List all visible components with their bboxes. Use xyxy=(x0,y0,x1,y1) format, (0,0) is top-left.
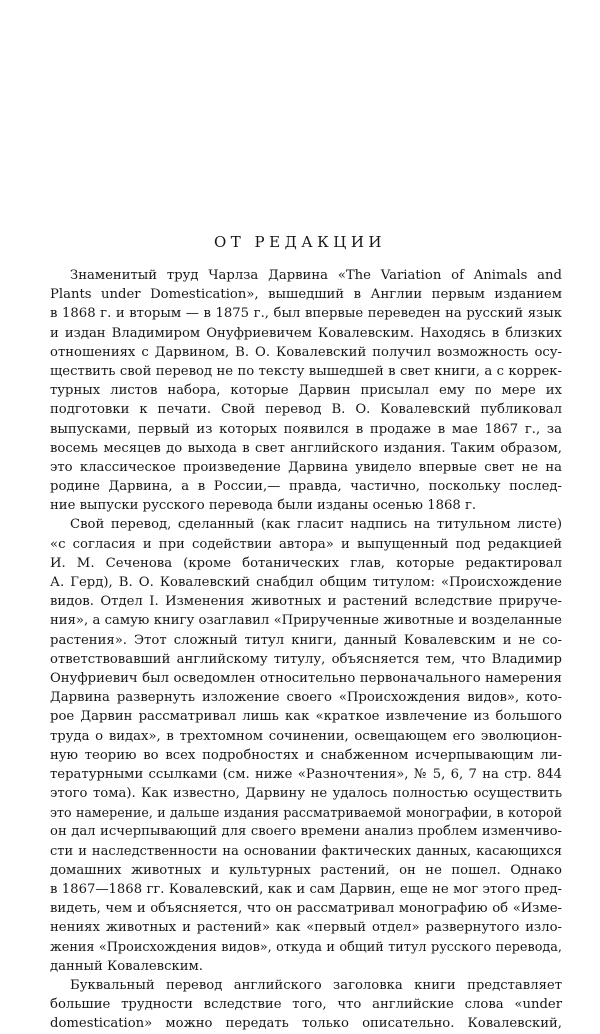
text-line: данный Ковалевским. xyxy=(50,958,203,974)
text-line: ную теорию во всех подробностях и снабженном исчерпывающим ли- xyxy=(50,747,562,763)
text-line: видеть, чем и объясняется, что он рассматривал монографию об «Изме- xyxy=(50,901,562,917)
text-line: Plants under Domestication», вышедший в Англии первым изданием xyxy=(50,287,562,303)
text-line: А. Герд), В. О. Ковалевский снабдил общим титулом: «Происхождение xyxy=(50,575,562,590)
text-line: Свой перевод, сделанный (как гласит надпись на титульном листе) xyxy=(70,517,562,533)
text-line: Дарвина развернуть изложение своего «Происхождения видов», кото- xyxy=(50,690,562,706)
text-line: жения «Происхождения видов», откуда и общий титул русского перевода, xyxy=(50,939,562,955)
text-line: рое Дарвин рассматривал лишь как «краткое извлечение из большого xyxy=(50,709,562,725)
text-line: подготовки к печати. Свой перевод В. О. Ковалевский публиковал xyxy=(50,402,562,418)
text-line: отношениях с Дарвином, В. О. Ковалевский получил возможность осу- xyxy=(50,344,562,360)
text-line: domestication» можно передать только описательно. Ковалевский, xyxy=(50,1016,562,1032)
text-line: это классическое произведение Дарвина увидело впервые свет не на xyxy=(50,459,562,475)
text-line: нениях животных и растений» как «первый отдел» развернутого изло- xyxy=(50,920,562,936)
text-line: он дал исчерпывающий для своего времени анализ проблем изменчиво- xyxy=(50,824,562,840)
page-heading: ОТ РЕДАКЦИИ xyxy=(213,233,387,251)
text-line: И. М. Сеченова (кроме ботанических глав, которые редактировал xyxy=(50,555,562,571)
text-line: труда о видах», в трехтомном сочинении, освещающем его эволюцион- xyxy=(50,728,562,744)
text-line: сти и наследственности на основании фактических данных, касающихся xyxy=(50,843,562,859)
text-line: ществить свой перевод не по тексту вышедшей в свет книги, а с коррек- xyxy=(50,363,562,379)
text-line: в 1867—1868 гг. Ковалевский, как и сам Дарвин, еще не мог этого пред- xyxy=(50,882,562,897)
text-line: домашних животных и культурных растений, он не пошел. Однако xyxy=(50,862,562,878)
text-line: ния», а самую книгу озаглавил «Прирученные животные и возделанные xyxy=(50,613,562,629)
text-line: это намерение, и дальше издания рассматриваемой монографии, в которой xyxy=(50,805,562,821)
text-line: турных листов набора, которые Дарвин присылал ему по мере их xyxy=(50,383,562,399)
text-line: родине Дарвина, а в России,— правда, частично, поскольку послед- xyxy=(50,479,562,495)
text-line: этого тома). Как известно, Дарвину не удалось полностью осуществить xyxy=(50,786,562,802)
text-line: ние выпуски русского перевода были изданы осенью 1868 г. xyxy=(50,498,477,514)
text-line: растения». Этот сложный титул книги, данный Ковалевским и не со- xyxy=(50,632,562,648)
text-line: ответствовавший английскому титулу, объясняется тем, что Владимир xyxy=(50,651,562,667)
text-line: тературными ссылками (см. ниже «Разночтения», № 5, 6, 7 на стр. 844 xyxy=(50,766,562,782)
text-line: большие трудности вследствие того, что английские слова «under xyxy=(50,997,562,1013)
text-line: «с согласия и при содействии автора» и выпущенный под редакцией xyxy=(50,536,562,552)
text-line: восемь месяцев до выхода в свет английского издания. Таким образом, xyxy=(50,440,562,456)
text-line: и издан Владимиром Онуфриевичем Ковалевским. Находясь в близких xyxy=(50,325,562,341)
body-text xyxy=(50,266,562,1034)
text-line: выпусками, первый из которых появился в продаже в мае 1867 г., за xyxy=(50,421,562,437)
text-line: Онуфриевич был осведомлен относительно первоначального намерения xyxy=(50,670,562,686)
text-line: видов. Отдел I. Изменения животных и растений вследствие прируче- xyxy=(50,594,562,610)
text-line: Знаменитый труд Чарлза Дарвина «The Variation of Animals and xyxy=(70,268,562,283)
text-line: Буквальный перевод английского заголовка книги представляет xyxy=(70,977,562,993)
text-line: в 1868 г. и вторым — в 1875 г., был впервые переведен на русский язык xyxy=(50,306,562,322)
